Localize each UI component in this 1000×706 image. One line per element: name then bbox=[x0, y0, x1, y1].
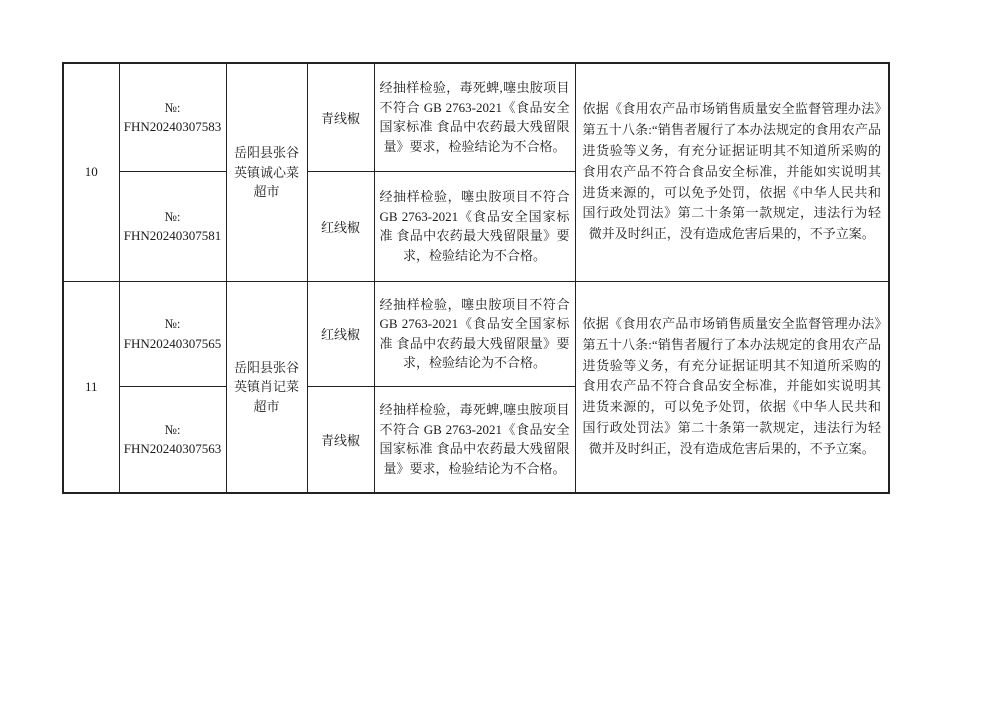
numero-label: №: bbox=[164, 421, 181, 437]
legal-basis-text: 依据《食用农产品市场销售质量安全监督管理办法》第五十八条:“销售者履行了本办法规定的食用农产品进货验等义务，有充分证据证明其不知道所采购的食用农产品不符合食品安全标准，并能如实说明其进货来源的，可以免予处罚，依据《中华人民共和国行政处罚法》第二十条第一款规定，违法行为轻微并及时纠正，没有造成危害后果的，不予立案。 bbox=[582, 101, 881, 242]
result-cell bbox=[374, 63, 575, 171]
inspection-result: 经抽样检验，毒死蜱,噻虫胺项目不符合 GB 2763-2021《食品安全国家标准 食品中农药最大残留限量》要求，检验结论为不合格。 bbox=[379, 402, 570, 476]
store-cell bbox=[226, 63, 307, 281]
legal-basis-text: 依据《食用农产品市场销售质量安全监督管理办法》第五十八条:“销售者履行了本办法规定的食用农产品进货验等义务，有充分证据证明其不知道所采购的食用农产品不符合食品安全标准，并能如实说明其进货来源的，可以免予处罚，依据《中华人民共和国行政处罚法》第二十条第一款规定，违法行为轻微并及时纠正，没有造成危害后果的，不予立案。 bbox=[582, 315, 881, 456]
sample-number: FHN20240307581 bbox=[123, 228, 222, 243]
sample-no-cell bbox=[119, 281, 226, 386]
store-name: 岳阳县张谷英镇肖记菜超市 bbox=[233, 359, 299, 414]
legal-basis-cell bbox=[575, 281, 889, 493]
numero-label: №: bbox=[164, 99, 181, 115]
row-index-cell bbox=[63, 281, 119, 493]
row-index-cell bbox=[63, 63, 119, 281]
product-cell bbox=[307, 63, 374, 171]
product-cell bbox=[307, 171, 374, 281]
row-index: 11 bbox=[84, 378, 98, 394]
sample-no-cell bbox=[119, 386, 226, 493]
numero-label: №: bbox=[164, 316, 181, 331]
store-cell bbox=[226, 281, 307, 493]
result-cell bbox=[374, 281, 575, 386]
sample-no-cell bbox=[119, 171, 226, 281]
result-cell bbox=[374, 386, 575, 493]
sample-number: FHN20240307565 bbox=[123, 335, 222, 351]
numero-label: №: bbox=[164, 208, 181, 224]
product-name: 红线椒 bbox=[320, 219, 360, 235]
legal-basis-cell bbox=[575, 63, 889, 281]
sample-number: FHN20240307563 bbox=[123, 441, 222, 457]
result-cell bbox=[374, 171, 575, 281]
product-name: 青线椒 bbox=[320, 432, 360, 448]
inspection-results-table bbox=[62, 62, 890, 494]
product-cell bbox=[307, 281, 374, 386]
sample-no-cell bbox=[119, 63, 226, 171]
product-cell bbox=[307, 386, 374, 493]
inspection-result: 经抽样检验，噻虫胺项目不符合 GB 2763-2021《食品安全国家标准 食品中农药最大残留限量》要求，检验结论为不合格。 bbox=[379, 296, 570, 370]
product-name: 红线椒 bbox=[320, 327, 360, 342]
inspection-result: 经抽样检验，毒死蜱,噻虫胺项目不符合 GB 2763-2021《食品安全国家标准 食品中农药最大残留限量》要求，检验结论为不合格。 bbox=[379, 80, 570, 154]
inspection-result: 经抽样检验，噻虫胺项目不符合 GB 2763-2021《食品安全国家标准 食品中农药最大残留限量》要求，检验结论为不合格。 bbox=[379, 189, 570, 263]
table-row bbox=[63, 63, 889, 171]
sample-number: FHN20240307583 bbox=[123, 119, 222, 135]
table-row bbox=[63, 281, 889, 386]
row-index: 10 bbox=[84, 164, 98, 180]
store-name: 岳阳县张谷英镇诚心菜超市 bbox=[233, 145, 299, 199]
product-name: 青线椒 bbox=[320, 110, 360, 126]
